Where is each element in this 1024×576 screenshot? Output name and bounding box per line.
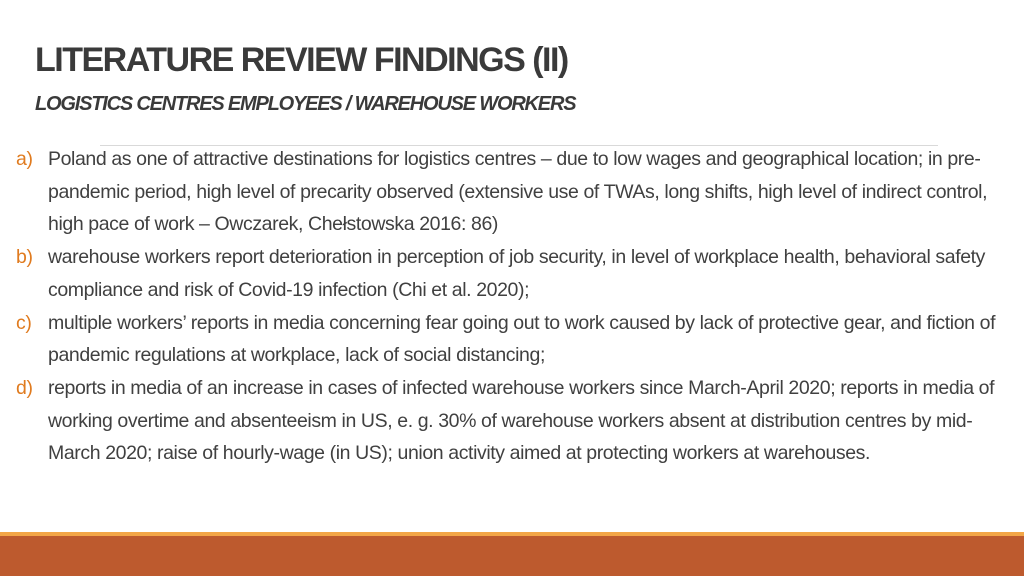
list-item-text: multiple workers’ reports in media concerning fear going out to work caused by lack of protective gear, and fiction of pandemic regulations at workplace, lack of social distancing; <box>48 311 996 367</box>
list-item-b <box>14 241 1020 306</box>
slide-title: LITERATURE REVIEW FINDINGS (II) <box>35 41 568 79</box>
findings-list <box>14 143 1020 470</box>
list-item-c <box>14 307 1020 372</box>
list-marker: c) <box>16 311 32 334</box>
list-item-d <box>14 372 1020 470</box>
list-marker: d) <box>16 376 33 399</box>
list-marker: b) <box>16 246 33 269</box>
list-item-text: reports in media of an increase in cases of infected warehouse workers since March-April 2020; reports in media of working overtime and absenteeism in US, e. g. 30% of warehouse workers absent at distribution centres by mid-March 2020; raise of hourly-wage (in US); union activity aimed at protecting workers at warehouses. <box>48 376 995 465</box>
list-marker: a) <box>16 148 33 170</box>
list-item-text: Poland as one of attractive destinations for logistics centres – due to low wages and geographical location; in pre-pandemic period, high level of precarity observed (extensive use of TWAs, long shifts, high level of indirect control, high pace of work – Owczarek, Chełstowska 2016: 86) <box>48 148 988 236</box>
list-item-text: warehouse workers report deterioration in perception of job security, in level of workplace health, behavioral safety compliance and risk of Covid-19 infection (Chi et al. 2020); <box>48 246 986 301</box>
footer-band <box>0 536 1024 576</box>
slide-subtitle: LOGISTICS CENTRES EMPLOYEES / WAREHOUSE WORKERS <box>35 93 576 115</box>
list-item-a <box>14 143 1020 241</box>
